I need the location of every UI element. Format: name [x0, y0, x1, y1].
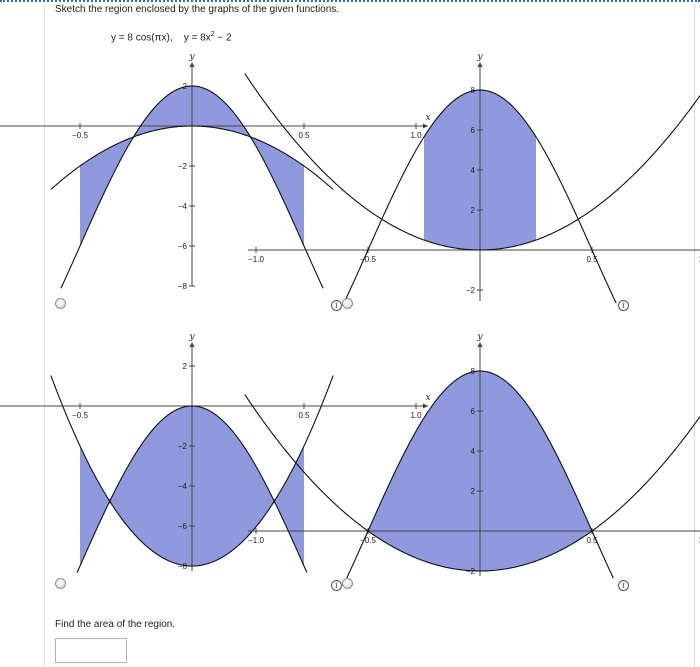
info-icon-option-c[interactable]: i — [331, 580, 342, 591]
y-tick-label: 6 — [470, 126, 475, 135]
x-axis-label: x — [425, 393, 431, 403]
y-tick-label: −6 — [177, 242, 187, 251]
y-tick-label: 2 — [182, 362, 187, 371]
y-tick-label: 6 — [470, 407, 475, 416]
equation-2-base: y = 8x — [183, 32, 211, 44]
left-rule — [44, 4, 45, 667]
graph-option-c — [64, 332, 431, 577]
x-tick-label: 0.5 — [298, 131, 310, 140]
y-tick-label: −4 — [177, 482, 187, 491]
equation-1: y = 8 cos(πx), — [111, 32, 173, 44]
info-icon-option-b[interactable]: i — [618, 300, 629, 311]
y-axis-label: y — [189, 332, 195, 342]
y-tick-label: 8 — [470, 86, 475, 95]
graph-option-d — [248, 332, 615, 582]
radio-option-b[interactable] — [342, 298, 353, 309]
x-tick-label: −0.5 — [360, 536, 376, 545]
info-icon-option-d[interactable]: i — [618, 580, 629, 591]
y-axis-label: y — [477, 52, 483, 62]
graph-option-b — [248, 52, 615, 307]
y-tick-label: −2 — [177, 442, 187, 451]
top-border — [0, 0, 700, 2]
x-tick-label: 1.0 — [410, 131, 422, 140]
y-axis-label: y — [189, 52, 195, 62]
question-text: Find the area of the region. — [55, 619, 176, 630]
y-tick-label: 2 — [470, 206, 475, 215]
y-tick-label: 2 — [470, 487, 475, 496]
answer-input[interactable] — [55, 638, 127, 663]
y-tick-label: −2 — [465, 567, 475, 576]
x-tick-label: −0.5 — [72, 411, 88, 420]
y-axis-arrow — [190, 342, 195, 347]
x-tick-label: 0.5 — [586, 255, 598, 264]
radio-option-d[interactable] — [342, 578, 353, 589]
graph-option-a — [64, 52, 431, 292]
radio-option-a[interactable] — [55, 298, 66, 309]
radio-option-c[interactable] — [55, 578, 66, 589]
equation-2-tail: − 2 — [214, 32, 232, 44]
x-tick-label: 0.5 — [298, 411, 310, 420]
y-tick-label: 4 — [470, 166, 475, 175]
x-tick-label: −1.0 — [248, 536, 264, 545]
y-tick-label: −8 — [177, 562, 187, 571]
x-tick-label: 0.5 — [586, 536, 598, 545]
y-tick-label: −2 — [177, 162, 187, 171]
info-icon-option-a[interactable]: i — [331, 300, 342, 311]
y-tick-label: 8 — [470, 367, 475, 376]
x-tick-label: −1.0 — [248, 255, 264, 264]
y-tick-label: −4 — [177, 202, 187, 211]
equation-2-exponent: 2 — [210, 31, 215, 38]
x-tick-label: −0.5 — [72, 131, 88, 140]
y-axis-label: y — [477, 332, 483, 342]
x-tick-label: −0.5 — [360, 255, 376, 264]
y-tick-label: 4 — [470, 447, 475, 456]
y-tick-label: 2 — [182, 82, 187, 91]
y-tick-label: −2 — [465, 286, 475, 295]
y-axis-arrow — [478, 62, 483, 67]
x-tick-label: 1.0 — [410, 411, 422, 420]
instruction-text: Sketch the region enclosed by the graphs of the given functions. — [55, 4, 340, 15]
equation-line — [111, 31, 232, 43]
x-axis-label: x — [425, 113, 431, 123]
y-axis-arrow — [190, 62, 195, 67]
y-tick-label: −6 — [177, 522, 187, 531]
y-axis-arrow — [478, 342, 483, 347]
y-tick-label: −8 — [177, 282, 187, 291]
